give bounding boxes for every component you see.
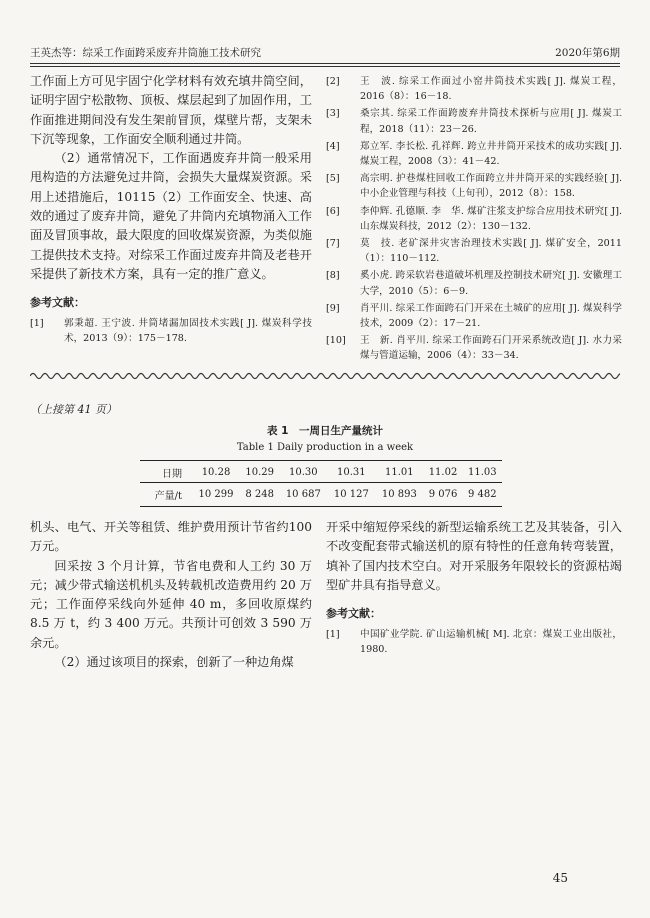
table-cell: 11.01 (375, 461, 423, 483)
table-cell: 10 127 (327, 483, 375, 507)
table-cell: 10.30 (279, 461, 327, 483)
header-rule-thin (30, 66, 620, 67)
table-cell: 10 299 (192, 483, 240, 507)
reference-number: [3] (326, 108, 340, 120)
table-row (140, 483, 502, 507)
reference-text: 王 波. 综采工作面过小窑井筒技术实践[ J]. 煤炭工程，2016（8）：16－18. (360, 76, 622, 103)
body-paragraph: 机头、电气、开关等租赁、维护费用预计节省约100 万元。 (30, 520, 312, 554)
wavy-separator (30, 371, 620, 381)
reference-item (326, 627, 622, 657)
reference-text: 郑立军. 李长松. 孔祥辉. 跨立井井筒开采技术的成功实践[ J]. 煤炭工程，2008（3）：41－42. (360, 140, 622, 168)
reference-text: 莫 技. 老矿深井灾害治理技术实践[ J]. 煤矿安全，2011（1）：110－112. (360, 238, 622, 265)
table-cell: 10.28 (192, 461, 240, 483)
continued-from-note: （上接第 41 页） (30, 403, 117, 416)
table-cell: 11.02 (423, 461, 462, 483)
reference-item (326, 139, 622, 169)
reference-item (326, 301, 622, 331)
right-column-top (326, 74, 622, 366)
right-column-bottom (326, 518, 622, 660)
reference-item (326, 204, 622, 234)
reference-text: 王 新. 肖平川. 综采工作面跨石门开采系统改造[ J]. 水力采煤与管道运输，2006（4）：33－34. (360, 335, 622, 362)
body-paragraph: （2）通过该项目的探索，创新了一种边角煤 (54, 655, 294, 670)
reference-number: [10] (326, 335, 346, 347)
reference-item (326, 74, 622, 104)
reference-text: 郭秉超. 王宁波. 井筒堵漏加固技术实践[ J]. 煤炭科学技术，2013（9）：175－178. (64, 318, 312, 345)
reference-list (326, 74, 622, 364)
table-caption: 表 1 一周日生产量统计 (267, 425, 383, 437)
body-paragraph: 回采按 3 个月计算，节省电费和人工约 30 万元；减少带式输送机机头及转载机改造费用约 20 万元；工作面停采线向外延伸 40 m，多回收原煤约 8.5 万 t，约 3 400 万元。共预计可创效 3 590 万余元。 (30, 558, 312, 650)
reference-item (326, 236, 622, 266)
table-row-header: 日期 (140, 461, 192, 483)
reference-text: 高宗明. 护巷煤柱回收工作面跨立井井筒开采的实践经验[ J]. 中小企业管理与科技（上旬刊），2012（8）：158. (360, 173, 622, 200)
reference-number: [1] (30, 318, 44, 330)
reference-text: 桑宗其. 综采工作面跨废弃井筒技术探析与应用[ J]. 煤炭工程，2018（11）：23－26. (360, 108, 622, 135)
table-cell: 10 893 (375, 483, 423, 507)
table-cell: 10.31 (327, 461, 375, 483)
reference-text: 肖平川. 综采工作面跨石门开采在土城矿的应用[ J]. 煤炭科学技术，2009（2）：17－21. (360, 302, 622, 330)
table-cell: 10.29 (240, 461, 279, 483)
reference-number: [5] (326, 173, 340, 185)
header-rule (30, 63, 620, 64)
reference-item (30, 316, 312, 346)
body-paragraph: 工作面上方可见宇固宁化学材料有效充填井筒空间，证明宇固宁松散物、顶板、煤层起到了加固作用，工作面推进期间没有发生架前冒顶，煤壁片帮，支架未下沉等现象，工作面安全顺利通过井筒。 (30, 74, 312, 146)
reference-list (326, 627, 622, 657)
left-column-top (30, 72, 312, 349)
reference-number: [9] (326, 302, 340, 314)
references-heading: 参考文献： (326, 607, 381, 621)
header-issue: 2020年第6期 (555, 47, 620, 59)
left-column-bottom (30, 518, 312, 672)
reference-number: [2] (326, 76, 340, 87)
reference-number: [4] (326, 140, 340, 152)
table-cell: 8 248 (240, 483, 279, 507)
reference-list (30, 316, 312, 346)
table-cell: 11.03 (463, 461, 502, 483)
table-cell: 9 076 (423, 483, 462, 507)
table-cell: 9 482 (463, 483, 502, 507)
reference-text: 奚小虎. 跨采软岩巷道破坏机理及控制技术研究[ J]. 安徽理工大学，2010（5）：6－9. (360, 270, 622, 297)
table-row-header: 产量/t (140, 483, 192, 507)
reference-text: 中国矿业学院. 矿山运输机械[ M]. 北京：煤炭工业出版社，1980. (360, 629, 622, 656)
reference-number: [1] (326, 629, 340, 641)
reference-item (326, 333, 622, 363)
reference-item (326, 171, 622, 201)
table-cell: 10 687 (279, 483, 327, 507)
reference-number: [6] (326, 205, 340, 217)
reference-text: 李仲辉. 孔德顺. 李 华. 煤矿注浆支护综合应用技术研究[ J]. 山东煤炭科技，2012（2）：130－132. (360, 205, 622, 232)
reference-number: [7] (326, 238, 340, 250)
body-paragraph: （2）通常情况下，工作面遇废弃井筒一般采用甩构造的方法避免过井筒，会损失大量煤炭资源。采用上述措施后，10115（2）工作面安全、快速、高效的通过了废弃井筒，避免了井筒内充填物涌入工作面及冒顶事故，最大限度的回收煤炭资源，为类似施工提供技术支持。对综采工作面过废弃井筒及老巷开采提供了新技术方案，具有一定的推广意义。 (30, 151, 312, 281)
table-row (140, 461, 502, 483)
reference-item (326, 268, 622, 298)
header-title: 王英杰等：综采工作面跨采废弃井筒施工技术研究 (30, 47, 261, 59)
reference-item (326, 106, 622, 136)
production-table (140, 460, 502, 507)
page-number: 45 (552, 871, 568, 885)
reference-number: [8] (326, 270, 340, 282)
table-caption-english: Table 1 Daily production in a week (236, 442, 414, 453)
references-heading: 参考文献： (30, 296, 85, 310)
body-paragraph: 开采中缩短停采线的新型运输系统工艺及其装备，引入不改变配套带式输送机的原有特性的任意角转弯装置，填补了国内技术空白。对开采服务年限较长的资源枯竭型矿井具有指导意义。 (326, 520, 622, 592)
running-header (30, 42, 620, 60)
